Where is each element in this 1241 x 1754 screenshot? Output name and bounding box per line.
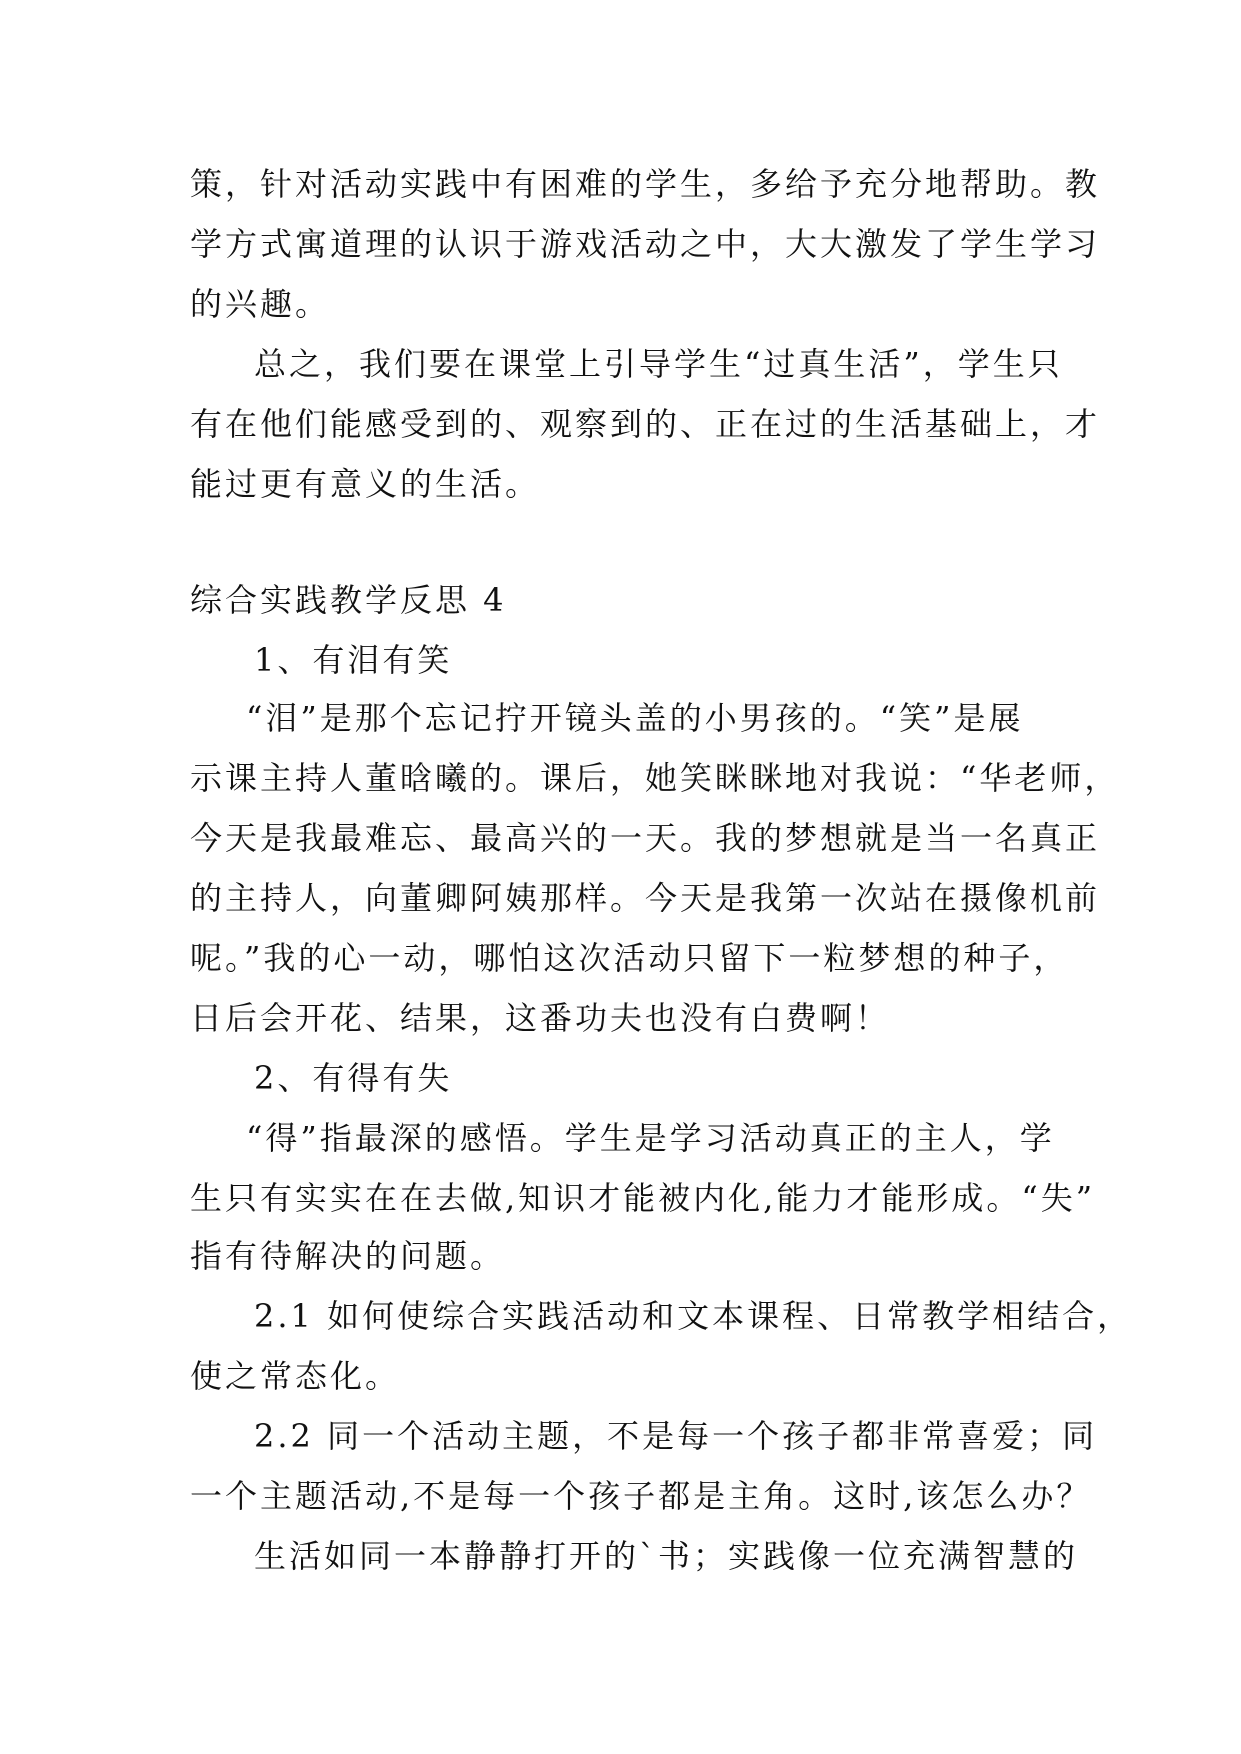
subheading: 2、有得有失 (254, 1059, 453, 1097)
text-line: 的兴趣。 (190, 285, 331, 323)
subheading: 1、有泪有笑 (254, 641, 453, 679)
text-line: 使之常态化。 (190, 1357, 401, 1395)
section-heading: 综合实践教学反思 4 (190, 581, 507, 619)
text-line: 生只有实实在在去做,知识才能被内化,能力才能形成。“失” (190, 1179, 1096, 1217)
text-line: “得”指最深的感悟。学生是学习活动真正的主人，学 (246, 1119, 1055, 1157)
text-line: 策，针对活动实践中有困难的学生，多给予充分地帮助。教 (190, 165, 1101, 203)
text-line: 有在他们能感受到的、观察到的、正在过的生活基础上，才 (190, 405, 1101, 443)
text-line: 总之，我们要在课堂上引导学生“过真生活”，学生只 (254, 345, 1063, 383)
text-line: 指有待解决的问题。 (190, 1237, 506, 1275)
text-line: 2.1 如何使综合实践活动和文本课程、日常教学相结合， (254, 1297, 1133, 1335)
text-line: 2.2 同一个活动主题，不是每一个孩子都非常喜爱；同 (254, 1417, 1098, 1455)
text-line: 今天是我最难忘、最高兴的一天。我的梦想就是当一名真正 (190, 819, 1101, 857)
text-line: 学方式寓道理的认识于游戏活动之中，大大激发了学生学习 (190, 225, 1101, 263)
text-line: 能过更有意义的生活。 (190, 465, 541, 503)
text-line: 的主持人，向董卿阿姨那样。今天是我第一次站在摄像机前 (190, 879, 1101, 917)
text-line: 生活如同一本静静打开的`书；实践像一位充满智慧的 (254, 1537, 1079, 1575)
text-line: 呢。”我的心一动，哪怕这次活动只留下一粒梦想的种子， (190, 939, 1069, 977)
text-line: 一个主题活动,不是每一个孩子都是主角。这时,该怎么办？ (190, 1477, 1092, 1515)
text-line: 日后会开花、结果，这番功夫也没有白费啊！ (190, 999, 891, 1037)
text-line: 示课主持人董晗曦的。课后，她笑眯眯地对我说：“华老师， (190, 759, 1120, 797)
text-line: “泪”是那个忘记拧开镜头盖的小男孩的。“笑”是展 (246, 699, 1024, 737)
